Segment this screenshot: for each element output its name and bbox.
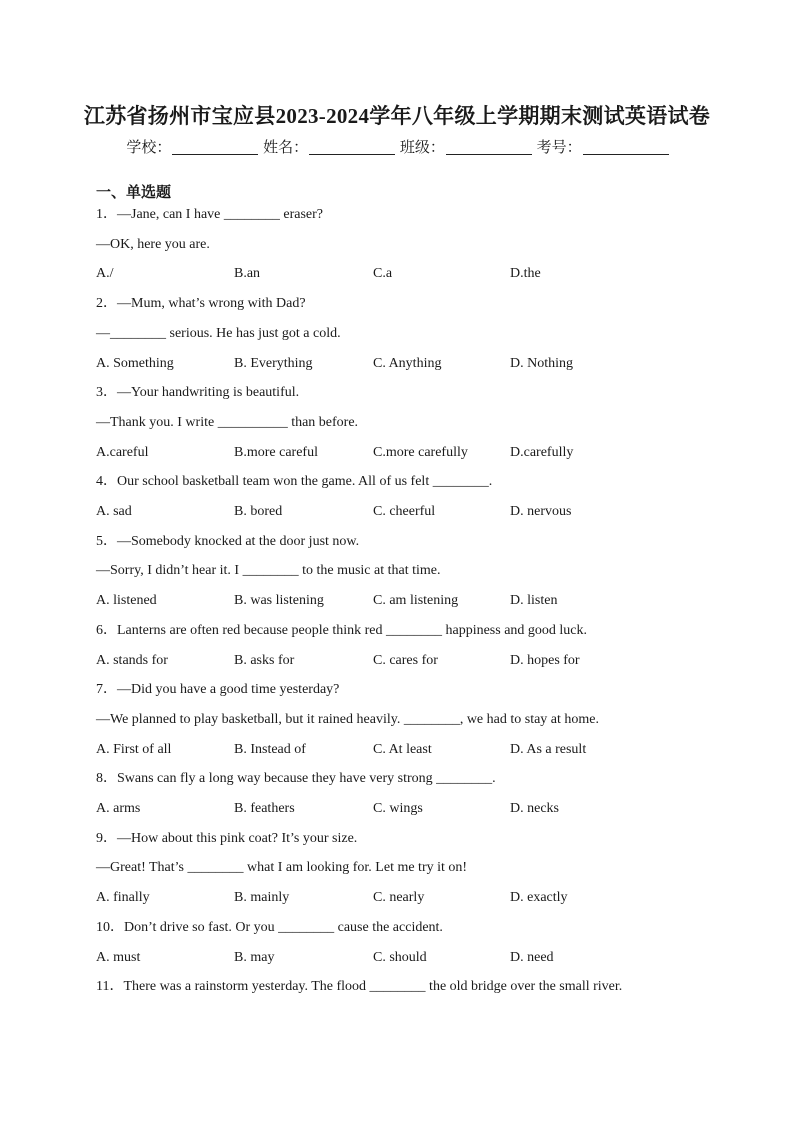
number-blank[interactable]: [583, 140, 669, 155]
question-stem: 4．Our school basketball team won the game. All of us felt ________.: [96, 474, 493, 490]
option-b[interactable]: B.more careful: [234, 444, 318, 460]
option-c[interactable]: C. cheerful: [373, 504, 436, 519]
option-a[interactable]: A. sad: [96, 504, 132, 519]
school-label: 学校：: [126, 140, 172, 156]
question-stem: 11．There was a rainstorm yesterday. The flood ________ the old bridge over the small river.: [96, 979, 623, 995]
class-label: 班级：: [399, 140, 445, 156]
question-stem: 7．—Did you have a good time yesterday?: [96, 682, 340, 698]
option-d[interactable]: D.carefully: [510, 444, 574, 460]
name-blank[interactable]: [309, 140, 395, 155]
question-stem: 5．—Somebody knocked at the door just now.: [96, 533, 360, 549]
option-a[interactable]: A. finally: [96, 890, 150, 906]
page-title: 江苏省扬州市宝应县2023-2024学年八年级上学期期末测试英语试卷: [83, 104, 711, 128]
question-reply: —Sorry, I didn’t hear it. I ________ to the music at that time.: [96, 563, 441, 579]
option-a[interactable]: A./: [96, 266, 114, 282]
option-c[interactable]: C.more carefully: [373, 444, 468, 460]
option-b[interactable]: B. was listening: [234, 593, 324, 609]
option-a[interactable]: A. arms: [96, 801, 141, 816]
option-c[interactable]: C. should: [373, 949, 427, 965]
option-b[interactable]: B. may: [234, 949, 275, 965]
school-blank[interactable]: [172, 140, 258, 155]
option-c[interactable]: C. am listening: [373, 593, 459, 609]
option-d[interactable]: D.the: [510, 266, 541, 282]
option-c[interactable]: C.a: [373, 266, 393, 282]
option-d[interactable]: D. exactly: [510, 890, 568, 906]
option-a[interactable]: A. must: [96, 949, 141, 965]
option-d[interactable]: D. As a result: [510, 741, 587, 757]
class-blank[interactable]: [446, 140, 532, 155]
option-d[interactable]: D. listen: [510, 593, 558, 609]
option-c[interactable]: C. wings: [373, 801, 423, 816]
option-c[interactable]: C. Anything: [373, 355, 442, 371]
section-heading: 一、单选题: [96, 185, 172, 201]
option-a[interactable]: A. Something: [96, 355, 174, 371]
option-b[interactable]: B. mainly: [234, 890, 290, 906]
option-c[interactable]: C. cares for: [373, 652, 438, 668]
number-label: 考号：: [536, 140, 582, 156]
question-reply: —OK, here you are.: [96, 236, 210, 252]
question-stem: 2．—Mum, what’s wrong with Dad?: [96, 296, 306, 312]
student-info-row: [0, 136, 794, 157]
question-stem: 10．Don’t drive so fast. Or you ________ cause the accident.: [96, 919, 443, 935]
option-a[interactable]: A.careful: [96, 444, 149, 460]
option-b[interactable]: B. Everything: [234, 355, 313, 371]
question-reply: —We planned to play basketball, but it rained heavily. ________, we had to stay at home.: [96, 711, 600, 727]
option-c[interactable]: C. nearly: [373, 890, 425, 906]
question-stem: 1．—Jane, can I have ________ eraser?: [96, 207, 324, 222]
option-a[interactable]: A. First of all: [96, 741, 172, 757]
question-stem: 8．Swans can fly a long way because they have very strong ________.: [96, 771, 496, 787]
question-stem: 3．—Your handwriting is beautiful.: [96, 385, 300, 401]
option-c[interactable]: C. At least: [373, 741, 432, 757]
option-b[interactable]: B. asks for: [234, 652, 295, 668]
question-reply: —Great! That’s ________ what I am looking for. Let me try it on!: [96, 860, 468, 876]
option-d[interactable]: D. hopes for: [510, 652, 580, 668]
name-label: 姓名：: [263, 140, 309, 156]
question-reply: —________ serious. He has just got a cold.: [96, 325, 341, 341]
option-a[interactable]: A. stands for: [96, 652, 168, 668]
option-d[interactable]: D. need: [510, 949, 554, 965]
option-b[interactable]: B. bored: [234, 504, 283, 519]
question-stem: 9．—How about this pink coat? It’s your size.: [96, 830, 358, 846]
option-d[interactable]: D. necks: [510, 801, 559, 816]
question-stem: 6．Lanterns are often red because people think red ________ happiness and good luck.: [96, 622, 588, 638]
option-a[interactable]: A. listened: [96, 593, 157, 609]
option-b[interactable]: B.an: [234, 266, 261, 282]
option-d[interactable]: D. nervous: [510, 504, 572, 519]
question-reply: —Thank you. I write __________ than before.: [96, 414, 359, 430]
option-b[interactable]: B. feathers: [234, 801, 295, 816]
option-d[interactable]: D. Nothing: [510, 355, 573, 371]
option-b[interactable]: B. Instead of: [234, 741, 306, 757]
